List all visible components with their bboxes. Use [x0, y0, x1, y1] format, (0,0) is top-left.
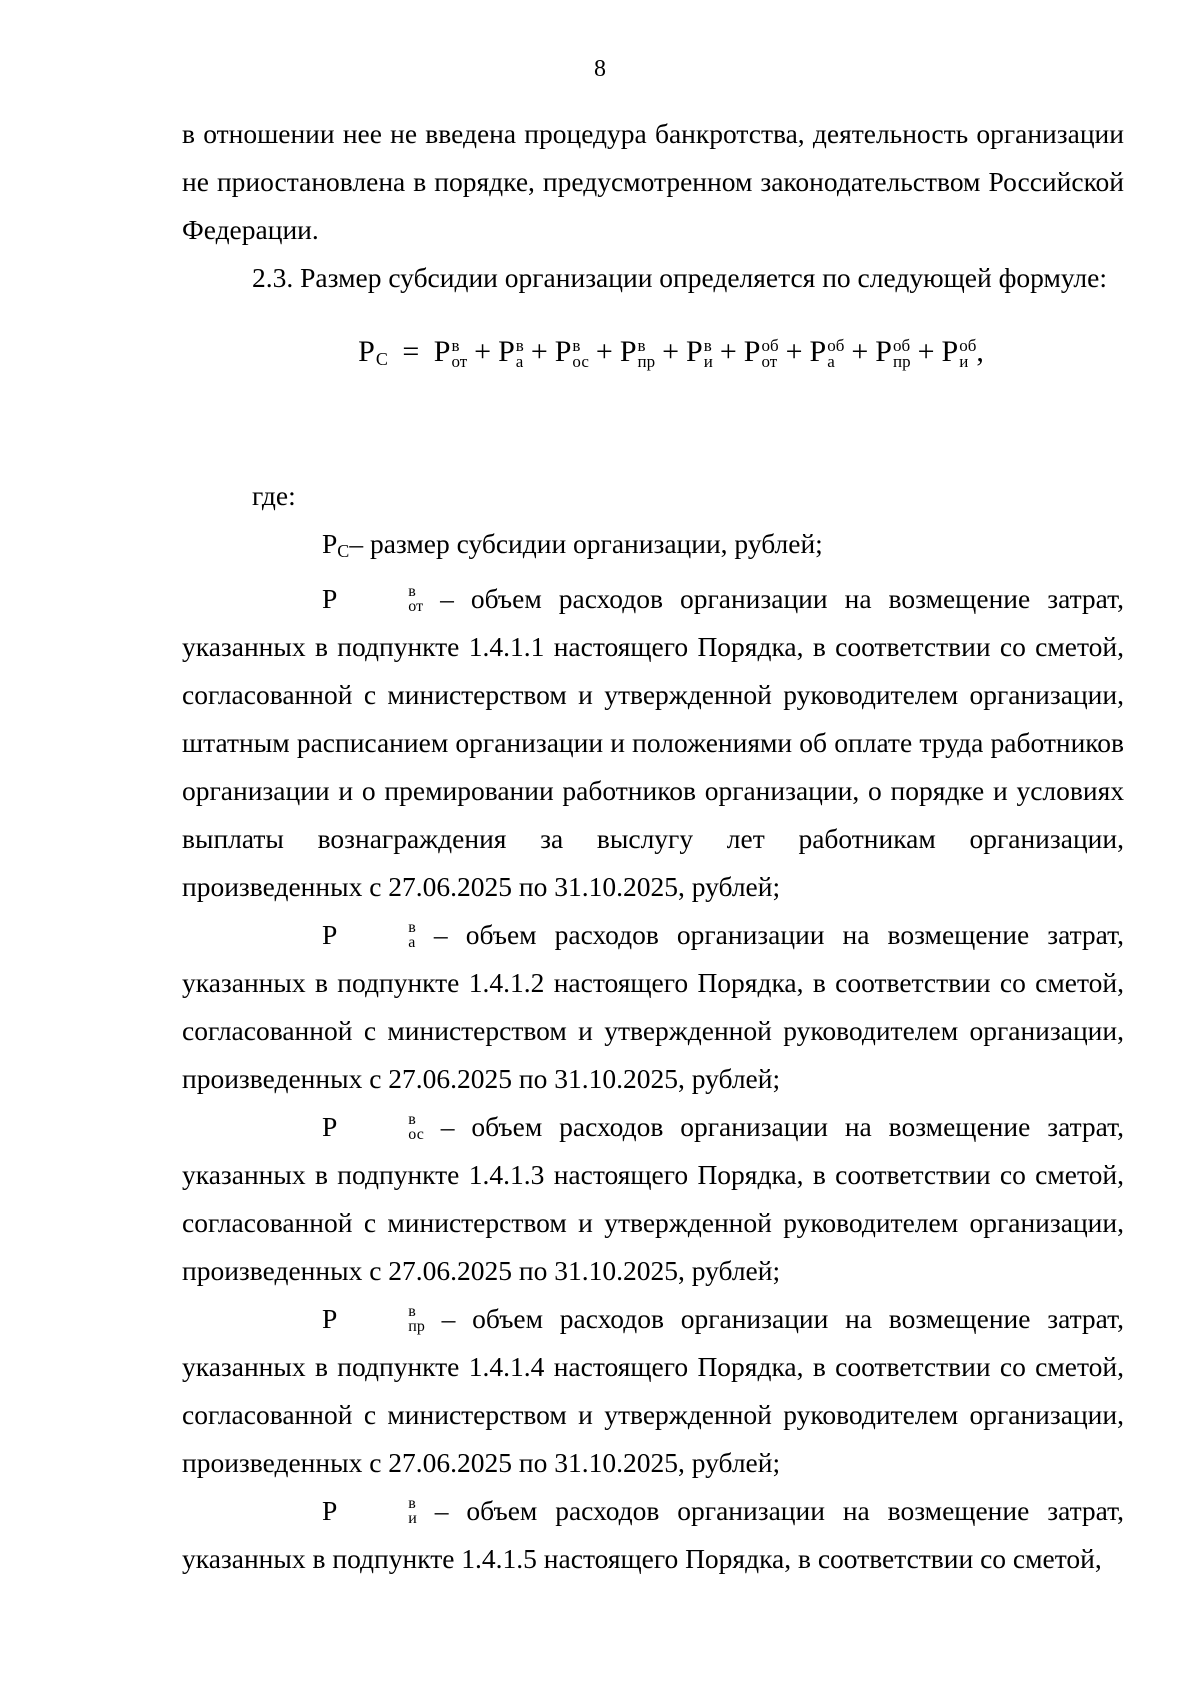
formula-term-sub: пр [892, 352, 911, 372]
where-label: где: [252, 480, 296, 511]
formula-plus: + [719, 335, 737, 368]
section-2-3-paragraph: 2.3. Размер субсидии организации определяется по следующей формуле: [252, 262, 1107, 293]
definition-symbol: Р в пр [322, 1302, 425, 1335]
definition-paragraph [182, 520, 1124, 575]
formula-terms [433, 335, 977, 372]
document-body [182, 110, 1124, 1583]
formula-equals: = [402, 335, 420, 368]
formula-term-sup: в [451, 336, 460, 356]
definition-symbol: Р в а [322, 918, 416, 951]
definition-paragraph [182, 1295, 1124, 1487]
definition-paragraph [182, 1103, 1124, 1295]
formula-plus: + [662, 335, 680, 368]
formula-term-sub: ос [572, 352, 589, 372]
formula-term-sub: от [761, 352, 778, 372]
definition-text: – объем расходов организации на возмещение затрат, указанных в подпункте 1.4.1.3 настоящего Порядка, в соответствии со сметой, согласованной с министерством и утвержденной руководителем организации, произведенных с 27.06.2025 по 31.10.2025, рублей; [182, 1111, 1124, 1286]
page-number: 8 [594, 56, 606, 82]
definition-text: – размер субсидии организации, рублей; [349, 528, 823, 559]
formula-term: Р в ос [554, 335, 589, 372]
definitions-list [182, 520, 1124, 1583]
formula-term: Р об и [941, 335, 977, 372]
formula-term: Р в от [433, 335, 468, 372]
formula-term-sup: в [572, 336, 581, 356]
formula-end: , [976, 335, 984, 368]
formula-term-sup: об [892, 336, 911, 356]
definition-symbol: Р в ос [322, 1110, 424, 1143]
formula-plus: + [917, 335, 935, 368]
formula-term-sup: в [703, 336, 712, 356]
formula-plus: + [530, 335, 548, 368]
definition-text: – объем расходов организации на возмещение затрат, указанных в подпункте 1.4.1.5 настоящего Порядка, в соответствии со сметой, [182, 1495, 1124, 1574]
formula-plus: + [851, 335, 869, 368]
definition-symbol: РС [322, 528, 350, 561]
formula-term-sub: пр [637, 352, 656, 372]
formula-term-sub: и [703, 352, 713, 372]
formula-term: Р в и [686, 335, 713, 372]
formula-term: Р об от [743, 335, 779, 372]
definition-text: – объем расходов организации на возмещение затрат, указанных в подпункте 1.4.1.4 настоящего Порядка, в соответствии со сметой, согласованной с министерством и утвержденной руководителем организации, произведенных с 27.06.2025 по 31.10.2025, рублей; [182, 1303, 1124, 1478]
subsidy-formula [182, 332, 1124, 446]
formula-term-sub: от [451, 352, 468, 372]
formula-term: Р об а [809, 335, 845, 372]
formula-term-sup: об [761, 336, 779, 356]
formula-plus: + [785, 335, 803, 368]
definition-text: – объем расходов организации на возмещение затрат, указанных в подпункте 1.4.1.1 настоящего Порядка, в соответствии со сметой, согласованной с министерством и утвержденной руководителем организации, штатным расписанием организации и положениями об оплате труда работников организации и о премировании работников организации, о порядке и условиях выплаты вознаграждения за выслугу лет работникам организации, произведенных с 27.06.2025 по 31.10.2025, рублей; [182, 583, 1124, 902]
definition-symbol: Р в и [322, 1494, 417, 1527]
formula-term: Р в а [498, 335, 524, 372]
formula-term: Р в пр [619, 335, 656, 372]
lead-paragraph: в отношении нее не введена процедура банкротства, деятельность организации не приостановлена в порядке, предусмотренном законодательством Российской Федерации. [182, 118, 1124, 245]
formula-lhs: РС [358, 335, 388, 369]
definition-symbol: Р в от [322, 582, 424, 615]
definition-text: – объем расходов организации на возмещение затрат, указанных в подпункте 1.4.1.2 настоящего Порядка, в соответствии со сметой, согласованной с министерством и утвержденной руководителем организации, произведенных с 27.06.2025 по 31.10.2025, рублей; [182, 919, 1124, 1094]
formula-term: Р об пр [875, 335, 911, 372]
formula-plus: + [595, 335, 613, 368]
formula-term-sup: в [637, 336, 646, 356]
formula-term-sup: об [959, 336, 977, 356]
definition-paragraph [182, 911, 1124, 1103]
formula-term-sup: в [515, 336, 524, 356]
formula-plus: + [474, 335, 492, 368]
formula-term-sub: и [959, 352, 969, 372]
formula-term-sub: а [827, 352, 835, 372]
formula-term-sup: об [827, 336, 845, 356]
definition-paragraph [182, 575, 1124, 911]
definition-paragraph [182, 1487, 1124, 1583]
formula-term-sub: а [515, 352, 524, 372]
